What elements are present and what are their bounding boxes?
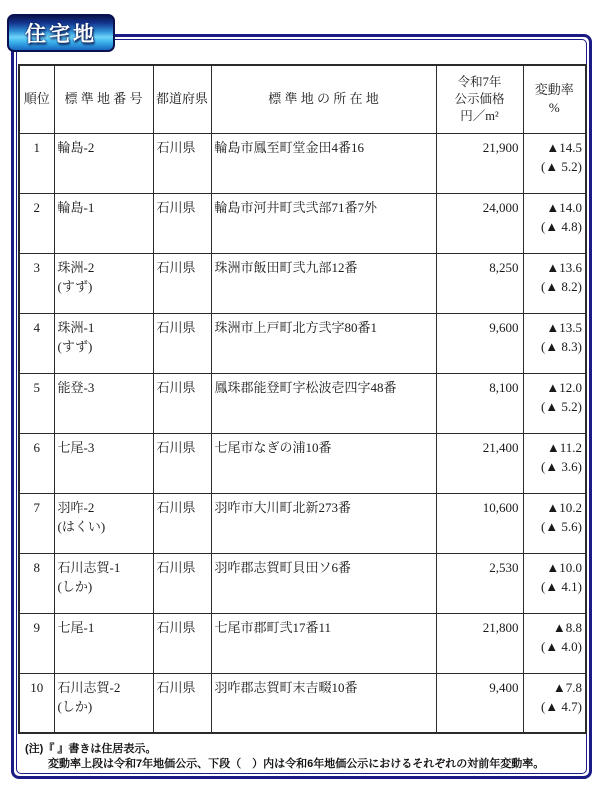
change-rate-cell bbox=[523, 673, 586, 733]
prefecture-cell: 石川県 bbox=[153, 493, 211, 553]
price-cell: 21,400 bbox=[436, 433, 523, 493]
location-cell: 七尾市なぎの浦10番 bbox=[211, 433, 436, 493]
change-rate-current: ▲13.5 bbox=[546, 319, 582, 335]
table-row bbox=[19, 433, 586, 493]
location-cell: 鳳珠郡能登町字松波壱四字48番 bbox=[211, 373, 436, 433]
change-rate-current: ▲14.5 bbox=[546, 139, 582, 155]
lot-number-reading: (すず) bbox=[57, 278, 93, 294]
prefecture-cell: 石川県 bbox=[153, 673, 211, 733]
location-cell: 七尾市郡町弐17番11 bbox=[211, 613, 436, 673]
header-price bbox=[436, 65, 523, 133]
change-rate-current: ▲8.8 bbox=[552, 619, 582, 635]
header-change-line2: % bbox=[548, 100, 560, 116]
lot-number-reading: (すず) bbox=[57, 338, 93, 354]
location-cell: 羽咋郡志賀町貝田ソ6番 bbox=[211, 553, 436, 613]
price-cell: 21,800 bbox=[436, 613, 523, 673]
change-rate-current: ▲13.6 bbox=[546, 259, 582, 275]
lot-number-cell bbox=[54, 613, 153, 673]
change-rate-previous: (▲ 4.7) bbox=[540, 698, 582, 714]
change-rate-cell bbox=[523, 133, 586, 193]
table-row bbox=[19, 493, 586, 553]
price-cell: 8,100 bbox=[436, 373, 523, 433]
change-rate-cell bbox=[523, 193, 586, 253]
table-row bbox=[19, 373, 586, 433]
lot-number: 七尾-1 bbox=[57, 619, 95, 635]
location-cell: 珠洲市上戸町北方弐字80番1 bbox=[211, 313, 436, 373]
price-cell: 10,600 bbox=[436, 493, 523, 553]
header-change-rate bbox=[523, 65, 586, 133]
change-rate-current: ▲10.0 bbox=[546, 559, 582, 575]
change-rate-cell bbox=[523, 433, 586, 493]
change-rate-current: ▲12.0 bbox=[546, 379, 582, 395]
price-cell: 24,000 bbox=[436, 193, 523, 253]
price-cell: 8,250 bbox=[436, 253, 523, 313]
location-cell: 羽咋郡志賀町末吉畷10番 bbox=[211, 673, 436, 733]
prefecture-cell: 石川県 bbox=[153, 553, 211, 613]
lot-number: 石川志賀-2 bbox=[57, 679, 121, 695]
lot-number: 珠洲-2 bbox=[57, 259, 95, 275]
lot-number-reading: (しか) bbox=[57, 578, 93, 594]
lot-number-cell bbox=[54, 433, 153, 493]
rank-cell: 3 bbox=[19, 253, 54, 313]
prefecture-cell: 石川県 bbox=[153, 433, 211, 493]
section-title: 住宅地 bbox=[25, 23, 97, 46]
table-header-row bbox=[19, 65, 586, 133]
lot-number-cell bbox=[54, 313, 153, 373]
header-prefecture: 都道府県 bbox=[153, 65, 211, 133]
price-cell: 9,400 bbox=[436, 673, 523, 733]
prefecture-cell: 石川県 bbox=[153, 133, 211, 193]
header-location: 標 準 地 の 所 在 地 bbox=[211, 65, 436, 133]
change-rate-current: ▲11.2 bbox=[546, 439, 582, 455]
prefecture-cell: 石川県 bbox=[153, 313, 211, 373]
table-row bbox=[19, 673, 586, 733]
change-rate-previous: (▲ 5.2) bbox=[540, 398, 582, 414]
change-rate-current: ▲10.2 bbox=[546, 499, 582, 515]
location-cell: 輪島市河井町弐弐部71番7外 bbox=[211, 193, 436, 253]
lot-number-cell bbox=[54, 673, 153, 733]
lot-number-cell bbox=[54, 373, 153, 433]
rank-cell: 7 bbox=[19, 493, 54, 553]
footnote-line1: (注)『 』書きは住居表示。 bbox=[25, 743, 157, 755]
footnotes bbox=[25, 742, 544, 772]
table-row bbox=[19, 253, 586, 313]
location-cell: 輪島市鳳至町堂金田4番16 bbox=[211, 133, 436, 193]
prefecture-cell: 石川県 bbox=[153, 373, 211, 433]
header-price-line3: 円／m² bbox=[460, 108, 499, 123]
table-header bbox=[19, 65, 586, 133]
rank-cell: 5 bbox=[19, 373, 54, 433]
location-cell: 珠洲市飯田町弐九部12番 bbox=[211, 253, 436, 313]
header-lot-number: 標 準 地 番 号 bbox=[54, 65, 153, 133]
change-rate-cell bbox=[523, 493, 586, 553]
rank-cell: 6 bbox=[19, 433, 54, 493]
rank-cell: 2 bbox=[19, 193, 54, 253]
change-rate-previous: (▲ 5.2) bbox=[540, 158, 582, 174]
change-rate-current: ▲7.8 bbox=[552, 679, 582, 695]
land-price-table bbox=[18, 64, 587, 734]
change-rate-cell bbox=[523, 553, 586, 613]
table-row bbox=[19, 193, 586, 253]
table-row bbox=[19, 613, 586, 673]
header-rank: 順位 bbox=[19, 65, 54, 133]
price-cell: 2,530 bbox=[436, 553, 523, 613]
change-rate-cell bbox=[523, 613, 586, 673]
table-row bbox=[19, 313, 586, 373]
change-rate-previous: (▲ 4.1) bbox=[540, 578, 582, 594]
lot-number: 輪島-2 bbox=[57, 139, 95, 155]
price-cell: 21,900 bbox=[436, 133, 523, 193]
change-rate-previous: (▲ 4.8) bbox=[540, 218, 582, 234]
change-rate-previous: (▲ 3.6) bbox=[540, 458, 582, 474]
footnote-line2: 変動率上段は令和7年地価公示、下段（ ）内は令和6年地価公示におけるそれぞれの対前年変動率。 bbox=[48, 758, 545, 770]
rank-cell: 1 bbox=[19, 133, 54, 193]
lot-number: 石川志賀-1 bbox=[57, 559, 121, 575]
table-row bbox=[19, 133, 586, 193]
table-body bbox=[19, 133, 586, 733]
table-row bbox=[19, 553, 586, 613]
lot-number: 輪島-1 bbox=[57, 199, 95, 215]
change-rate-cell bbox=[523, 373, 586, 433]
lot-number-cell bbox=[54, 493, 153, 553]
location-cell: 羽咋市大川町北新273番 bbox=[211, 493, 436, 553]
prefecture-cell: 石川県 bbox=[153, 193, 211, 253]
prefecture-cell: 石川県 bbox=[153, 613, 211, 673]
header-price-line2: 公示価格 bbox=[454, 91, 505, 106]
prefecture-cell: 石川県 bbox=[153, 253, 211, 313]
change-rate-previous: (▲ 8.3) bbox=[540, 338, 582, 354]
header-price-line1: 令和7年 bbox=[457, 74, 502, 89]
lot-number: 能登-3 bbox=[57, 379, 95, 395]
lot-number: 羽咋-2 bbox=[57, 499, 95, 515]
lot-number-reading: (はくい) bbox=[57, 518, 106, 534]
header-change-line1: 変動率 bbox=[534, 82, 574, 98]
lot-number: 七尾-3 bbox=[57, 439, 95, 455]
change-rate-previous: (▲ 5.6) bbox=[540, 518, 582, 534]
lot-number-cell bbox=[54, 553, 153, 613]
rank-cell: 8 bbox=[19, 553, 54, 613]
change-rate-previous: (▲ 4.0) bbox=[540, 638, 582, 654]
change-rate-current: ▲14.0 bbox=[546, 199, 582, 215]
price-cell: 9,600 bbox=[436, 313, 523, 373]
lot-number-cell bbox=[54, 253, 153, 313]
rank-cell: 10 bbox=[19, 673, 54, 733]
change-rate-cell bbox=[523, 313, 586, 373]
change-rate-previous: (▲ 8.2) bbox=[540, 278, 582, 294]
change-rate-cell bbox=[523, 253, 586, 313]
section-title-banner bbox=[7, 14, 115, 52]
lot-number-reading: (しか) bbox=[57, 698, 93, 714]
rank-cell: 4 bbox=[19, 313, 54, 373]
rank-cell: 9 bbox=[19, 613, 54, 673]
lot-number: 珠洲-1 bbox=[57, 319, 95, 335]
lot-number-cell bbox=[54, 133, 153, 193]
lot-number-cell bbox=[54, 193, 153, 253]
